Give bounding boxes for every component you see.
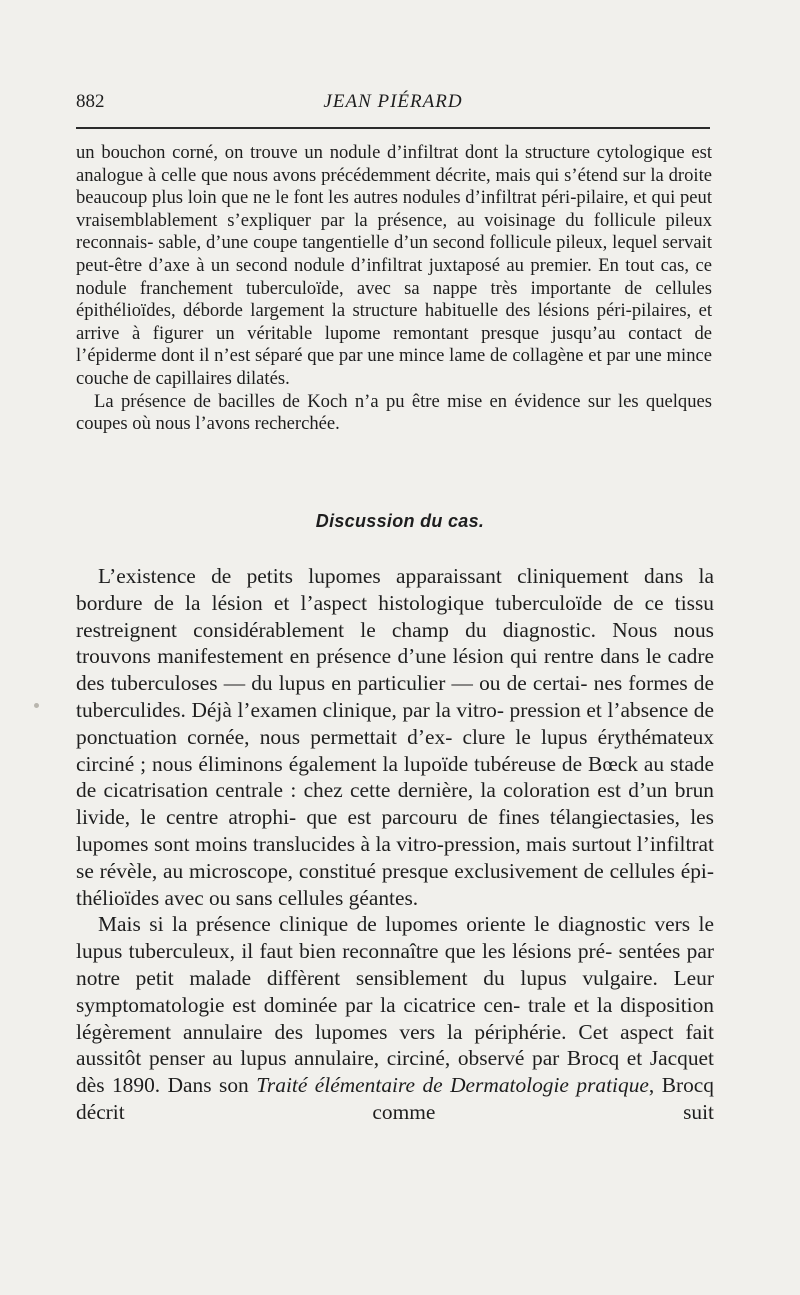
discussion-paragraph-1: L’existence de petits lupomes apparaissant cliniquement dans la bordure de la lésion et l’aspect histologique tuberculoïde de ce tissu restreignent considérablement le champ du diagnostic. Nous nous trouvons manifestement en présence d’une lésion qui rentre dans le cadre des tuberculoses — du lupus en particulier — ou de certai- nes formes de tuberculides. Déjà l’examen clinique, par la vitro- pression et l’absence de ponctuation cornée, nous permettait d’ex- clure le lupus érythémateux circiné ; nous éliminons également la lupoïde tubéreuse de Bœck au stade de cicatrisation centrale : chez cette dernière, la coloration est d’un brun livide, le centre atrophi- que est parcouru de fines télangiectasies, les lupomes sont moins translucides à la vitro-pression, mais surtout l’infiltrat se révèle, au microscope, constitué presque exclusivement de cellules épi- thélioïdes avec ou sans cellules géantes. bbox=[76, 564, 714, 910]
bacilli-paragraph: La présence de bacilles de Koch n’a pu être mise en évidence sur les quelques coupes où nous l’avons recherchée. bbox=[76, 390, 712, 435]
paragraph-2-tail: , Brocq décrit comme suit bbox=[76, 1073, 714, 1124]
paragraph-2-text: Mais si la présence clinique de lupomes oriente le diagnostic vers le lupus tuberculeux, il faut bien reconnaître que les lésions pré- sentées par notre petit malade diffèrent sensiblement du lupus vulgaire. Leur symptomatologie est dominée par la cicatrice cen- trale et la disposition légèrement annulaire des lupomes vers la périphérie. Cet aspect fait aussitôt penser au lupus annulaire, circiné, observé par Brocq et Jacquet dès 1890. Dans son bbox=[76, 912, 714, 1098]
running-head bbox=[76, 88, 710, 118]
continued-paragraph: un bouchon corné, on trouve un nodule d’infiltrat dont la structure cytologique est analogue à celle que nous avons précédemment décrite, mais qui s’étend sur la droite beaucoup plus loin que ne le font les autres nodules d’infiltrat péri-pilaire, et qui peut vraisemblablement s’expliquer par la présence, au voisinage du follicule pileux reconnais- sable, d’une coupe tangentielle d’un second follicule pileux, lequel servait peut-être d’axe à un second nodule d’infiltrat juxtaposé au premier. En tout cas, ce nodule franchement tuberculoïde, avec sa nappe très importante de cellules épithélioïdes, déborde largement la structure habituelle des lésions péri-pilaires, et arrive à figurer un véritable lupome remontant presque jusqu’au contact de l’épiderme dont il n’est séparé que par une mince lame de collagène et par une mince couche de capillaires dilatés. bbox=[76, 142, 712, 389]
section-heading: Discussion du cas. bbox=[315, 511, 485, 531]
running-title: JEAN PIÉRARD bbox=[323, 91, 463, 112]
margin-speck bbox=[34, 703, 39, 708]
page-number: 882 bbox=[76, 91, 105, 112]
header-rule bbox=[76, 127, 710, 129]
discussion-paragraph-2 bbox=[76, 911, 714, 1125]
discussion-body bbox=[76, 563, 714, 1126]
book-title: Traité élémentaire de Dermatologie pratique bbox=[256, 1073, 649, 1098]
small-print-block bbox=[76, 142, 712, 436]
